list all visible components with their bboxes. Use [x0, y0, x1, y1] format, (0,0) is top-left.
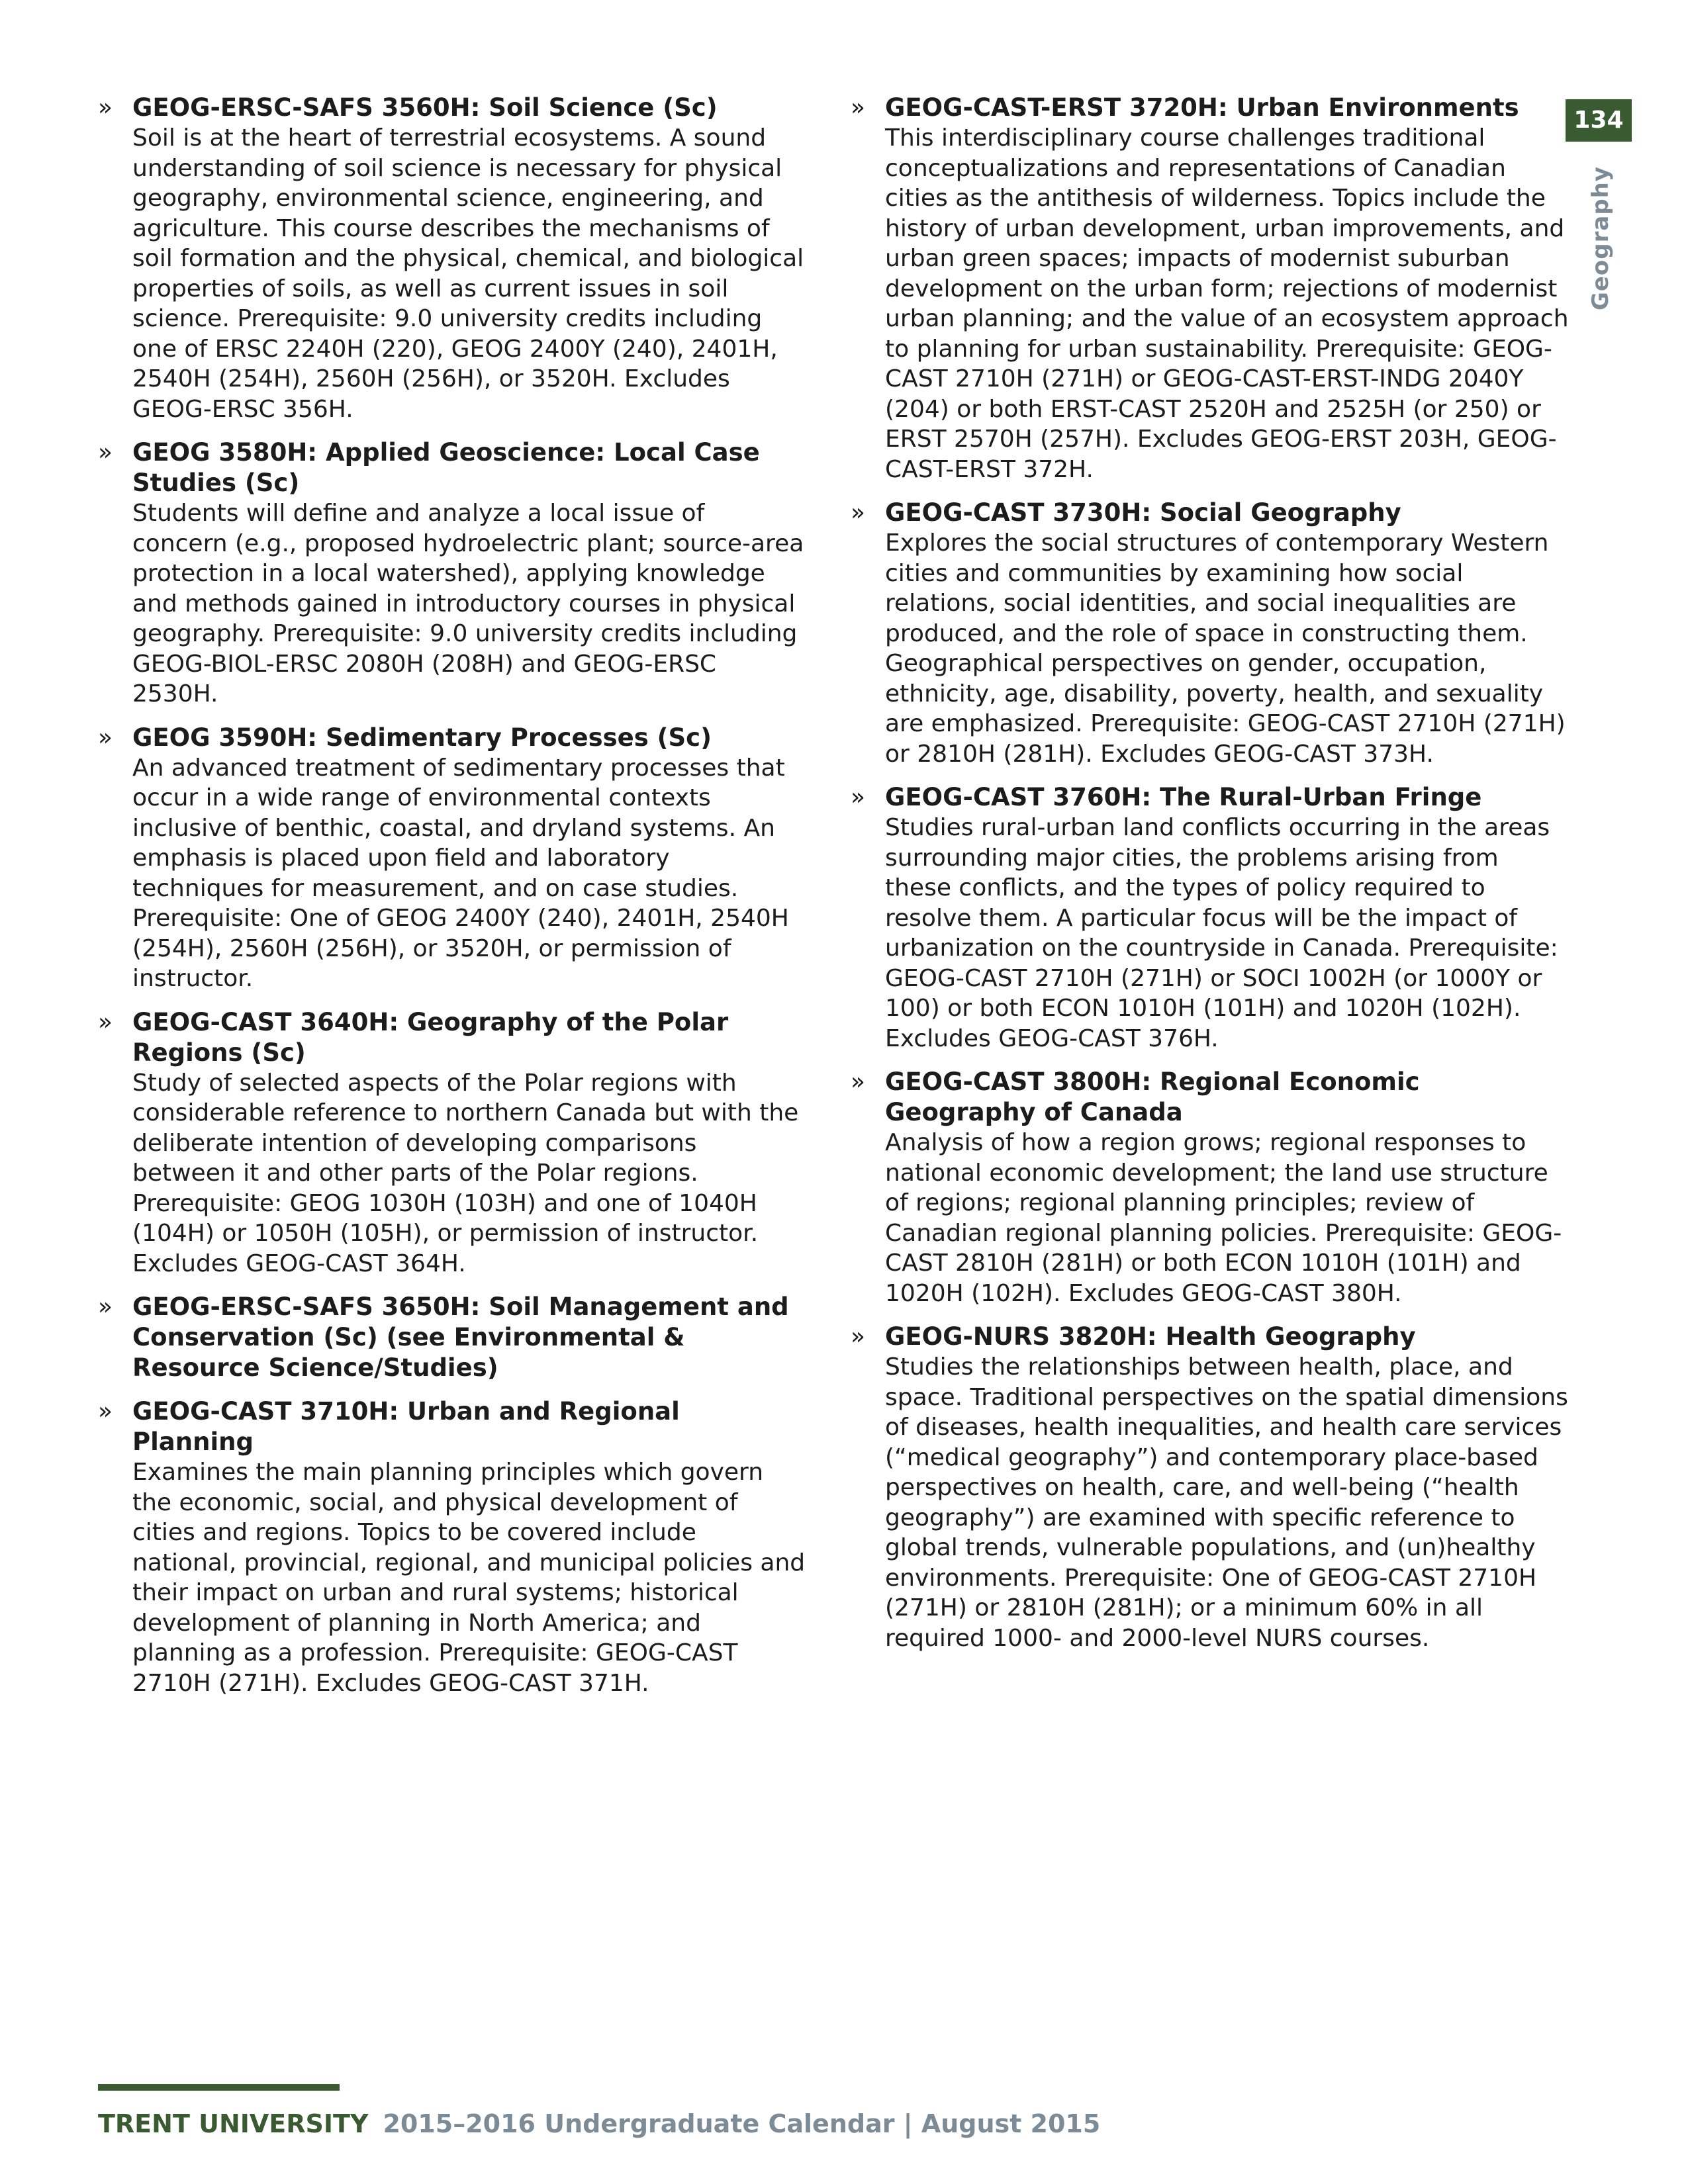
course-description: This interdisciplinary course challenges traditional conceptualizations and representations of Canadian cities as the antithesis of wilderness. Topics include the history of urban development, urban improvements, and urban green spaces; impacts of modernist suburban development on the urban form; rejections of modernist urban planning; and the value of an ecosystem approach to planning for urban sustainability. Prerequisite: GEOG-CAST 2710H (271H) or GEOG-CAST-ERST-INDG 2040Y (204) or both ERST-CAST 2520H and 2525H (or 250) or ERST 2570H (257H). Excludes GEOG-ERST 203H, GEOG-CAST-ERST 372H. [885, 124, 1569, 483]
bullet-icon: » [851, 94, 866, 121]
course-entry [98, 93, 806, 424]
page-number-badge: 134 [1566, 99, 1632, 142]
course-title: GEOG 3580H: Applied Geoscience: Local Case Studies (Sc) [132, 438, 760, 497]
course-entry [851, 498, 1569, 769]
footer-rule [98, 2084, 340, 2091]
course-description: Soil is at the heart of terrestrial ecosystems. A sound understanding of soil science is necessary for physical geography, environmental science, engineering, and agriculture. This course describes the mechanisms of soil formation and the physical, chemical, and biological properties of soils, as well as current issues in soil science. Prerequisite: 9.0 university credits including one of ERSC 2240H (220), GEOG 2400Y (240), 2401H, 2540H (254H), 2560H (256H), or 3520H. Excludes GEOG-ERSC 356H. [132, 124, 804, 423]
course-entry [851, 782, 1569, 1054]
right-column [851, 93, 1569, 1666]
footer [98, 2109, 1100, 2139]
course-entry [98, 723, 806, 994]
bullet-icon: » [851, 1323, 866, 1350]
course-title: GEOG-CAST 3800H: Regional Economic Geography of Canada [885, 1068, 1420, 1126]
course-entry [98, 1292, 806, 1383]
footer-calendar: 2015–2016 Undergraduate Calendar | August 2015 [383, 2109, 1101, 2138]
bullet-icon: » [98, 1293, 113, 1320]
course-title: GEOG-NURS 3820H: Health Geography [885, 1322, 1416, 1351]
bullet-icon: » [98, 1398, 113, 1425]
course-description: Students will define and analyze a local issue of concern (e.g., proposed hydroelectric plant; source-area protection in a local watershed), applying knowledge and methods gained in introductory courses in physical geography. Prerequisite: 9.0 university credits including GEOG-BIOL-ERSC 2080H (208H) and GEOG-ERSC 2530H. [132, 500, 804, 707]
section-label: Geography [1587, 165, 1614, 311]
footer-university: TRENT UNIVERSITY [98, 2109, 369, 2138]
course-title: GEOG-CAST-ERST 3720H: Urban Environments [885, 93, 1519, 122]
bullet-icon: » [851, 499, 866, 526]
course-description: Examines the main planning principles which govern the economic, social, and physical development of cities and regions. Topics to be covered include national, provincial, regional, and municipal policies and their impact on urban and rural systems; historical development of planning in North America; and planning as a profession. Prerequisite: GEOG-CAST 2710H (271H). Excludes GEOG-CAST 371H. [132, 1459, 806, 1697]
course-title: GEOG-CAST 3710H: Urban and Regional Planning [132, 1397, 680, 1456]
course-description: Studies rural-urban land conflicts occurring in the areas surrounding major cities, the problems arising from these conflicts, and the types of policy required to resolve them. A particular focus will be the impact of urbanization on the countryside in Canada. Prerequisite: GEOG-CAST 2710H (271H) or SOCI 1002H (or 1000Y or 100) or both ECON 1010H (101H) and 1020H (102H). Excludes GEOG-CAST 376H. [885, 814, 1558, 1052]
course-title: GEOG-ERSC-SAFS 3560H: Soil Science (Sc) [132, 93, 718, 122]
course-description: Studies the relationships between health, place, and space. Traditional perspectives on the spatial dimensions of diseases, health inequalities, and health care services (“medical geography”) and contemporary place-based perspectives on health, care, and well-being (“health geography”) are examined with specific reference to global trends, vulnerable populations, and (un)healthy environments. Prerequisite: One of GEOG-CAST 2710H (271H) or 2810H (281H); or a minimum 60% in all required 1000- and 2000-level NURS courses. [885, 1353, 1568, 1652]
course-entry [851, 93, 1569, 484]
course-entry [98, 437, 806, 709]
left-column [98, 93, 806, 1711]
course-title: GEOG 3590H: Sedimentary Processes (Sc) [132, 723, 712, 752]
bullet-icon: » [851, 1068, 866, 1095]
course-description: Study of selected aspects of the Polar regions with considerable reference to northern Canada but with the deliberate intention of developing comparisons between it and other parts of the Polar regions. Prerequisite: GEOG 1030H (103H) and one of 1040H (104H) or 1050H (105H), or permission of instructor. Excludes GEOG-CAST 364H. [132, 1069, 799, 1277]
course-entry [851, 1067, 1569, 1308]
bullet-icon: » [851, 784, 866, 811]
bullet-icon: » [98, 723, 113, 751]
course-description: An advanced treatment of sedimentary processes that occur in a wide range of environmental contexts inclusive of benthic, coastal, and dryland systems. An emphasis is placed upon field and laboratory techniques for measurement, and on case studies. Prerequisite: One of GEOG 2400Y (240), 2401H, 2540H (254H), 2560H (256H), or 3520H, or permission of instructor. [132, 754, 789, 992]
course-description: Analysis of how a region grows; regional responses to national economic development; the land use structure of regions; regional planning principles; review of Canadian regional planning policies. Prerequisite: GEOG-CAST 2810H (281H) or both ECON 1010H (101H) and 1020H (102H). Excludes GEOG-CAST 380H. [885, 1129, 1562, 1307]
course-title: GEOG-CAST 3760H: The Rural-Urban Fringe [885, 783, 1482, 811]
course-entry [98, 1396, 806, 1698]
course-title: GEOG-CAST 3730H: Social Geography [885, 498, 1401, 527]
bullet-icon: » [98, 1008, 113, 1036]
course-title: GEOG-ERSC-SAFS 3650H: Soil Management and Conservation (Sc) (see Environmental & Resource Science/Studies) [132, 1293, 789, 1382]
course-entry [98, 1007, 806, 1279]
bullet-icon: » [98, 439, 113, 466]
course-title: GEOG-CAST 3640H: Geography of the Polar Regions (Sc) [132, 1007, 729, 1067]
course-description: Explores the social structures of contemporary Western cities and communities by examining how social relations, social identities, and social inequalities are produced, and the role of space in constructing them. Geographical perspectives on gender, occupation, ethnicity, age, disability, poverty, health, and sexuality are emphasized. Prerequisite: GEOG-CAST 2710H (271H) or 2810H (281H). Excludes GEOG-CAST 373H. [885, 529, 1566, 768]
course-entry [851, 1322, 1569, 1653]
bullet-icon: » [98, 94, 113, 121]
